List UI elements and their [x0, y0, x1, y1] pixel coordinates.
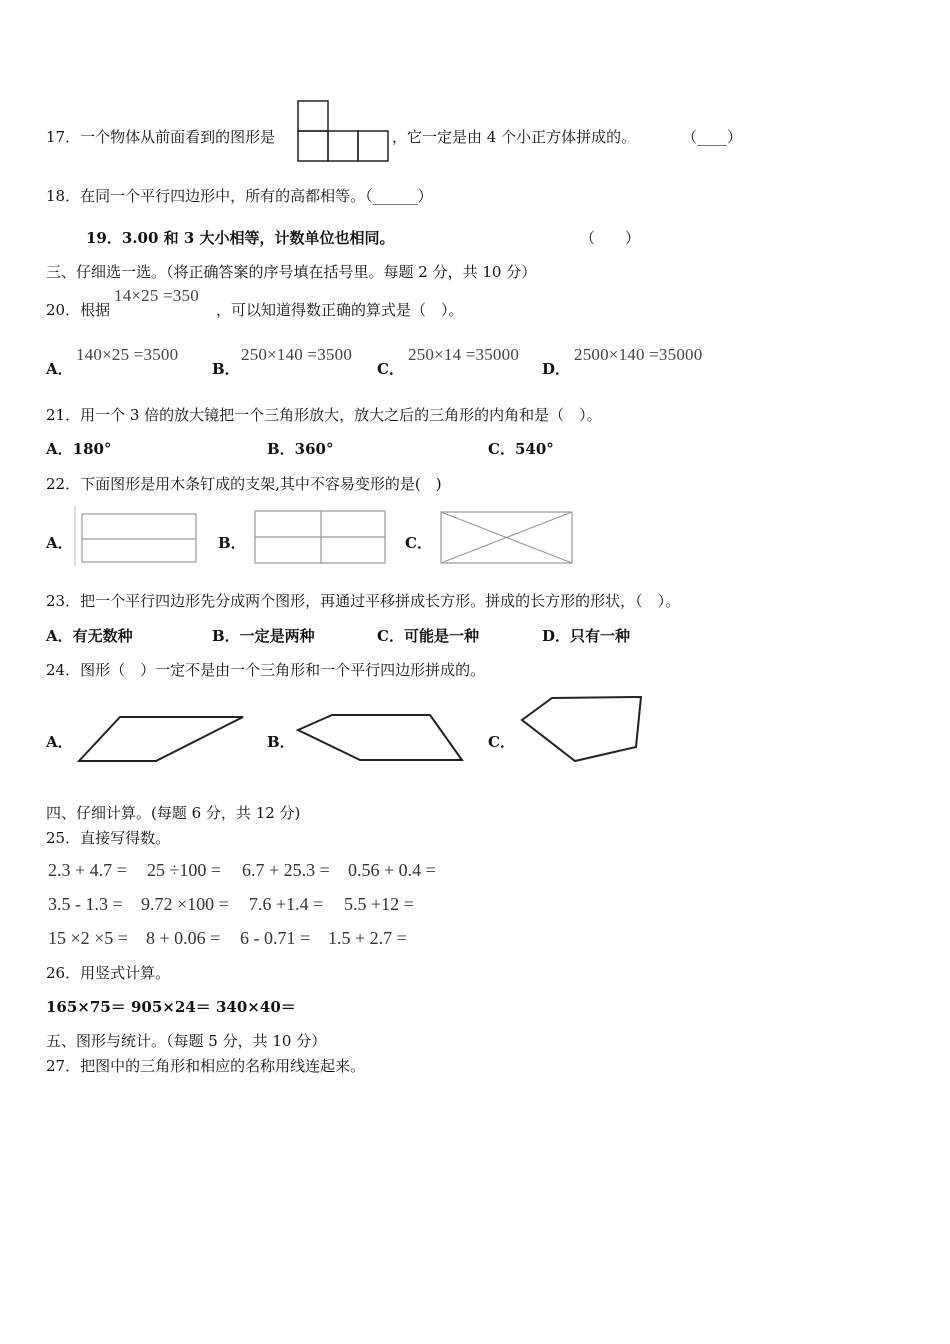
q20-formula: 14×25 =350	[114, 286, 199, 305]
q20-option-b-label[interactable]: B．	[212, 360, 240, 378]
q17-answer-blank[interactable]: （____）	[682, 128, 743, 146]
q27-text: 27．把图中的三角形和相应的名称用线连起来。	[46, 1057, 366, 1075]
trapezoid-pentagon-shape	[296, 713, 466, 763]
frame-rect-diagonal-bars	[440, 511, 573, 564]
parallelogram-shape	[76, 714, 246, 764]
q20-option-c-formula: 250×14 =35000	[408, 345, 520, 364]
q23-option-c[interactable]: C．可能是一种	[377, 627, 479, 645]
section5-title: 五、图形与统计。（每题 5 分，共 10 分）	[46, 1032, 327, 1050]
q26-item-2: 905×24＝	[131, 998, 211, 1016]
frame-rect-horizontal-bar	[74, 506, 198, 566]
q18-text: 18．在同一个平行四边形中，所有的高都相等。（______）	[46, 187, 433, 205]
q26-item-3: 340×40＝	[216, 998, 296, 1016]
q22-text: 22．下面图形是用木条钉成的支架,其中不容易变形的是( )	[46, 475, 442, 493]
q20-option-d-label[interactable]: D．	[542, 360, 571, 378]
q22-option-b-label[interactable]: B．	[218, 534, 246, 552]
calc-r3-c4: 1.5 + 2.7 =	[328, 928, 407, 948]
q23-text: 23．把一个平行四边形先分成两个图形，再通过平移拼成长方形。拼成的长方形的形状，（ ）。	[46, 592, 681, 610]
section4-title: 四、仔细计算。(每题 6 分，共 12 分)	[46, 804, 301, 822]
q23-option-d[interactable]: D．只有一种	[542, 627, 631, 645]
irregular-pentagon-shape	[520, 696, 644, 764]
q22-option-a-label[interactable]: A．	[46, 534, 73, 552]
calc-r3-c1: 15 ×2 ×5 =	[48, 928, 128, 948]
q24-option-c-label[interactable]: C．	[488, 733, 515, 751]
q25-text: 25．直接写得数。	[46, 829, 171, 847]
q20-option-c-label[interactable]: C．	[377, 360, 404, 378]
calc-r1-c2: 25 ÷100 =	[147, 860, 222, 880]
front-view-shape	[297, 100, 391, 162]
calc-r1-c3: 6.7 + 25.3 =	[242, 860, 330, 880]
q20-option-a-formula: 140×25 =3500	[76, 345, 179, 364]
q21-option-b[interactable]: B．360°	[267, 440, 334, 458]
q23-option-b[interactable]: B．一定是两种	[212, 627, 315, 645]
section3-title: 三、仔细选一选。（将正确答案的序号填在括号里。每题 2 分，共 10 分）	[46, 263, 537, 281]
q21-option-c[interactable]: C．540°	[488, 440, 554, 458]
calc-r2-c2: 9.72 ×100 =	[141, 894, 229, 914]
q26-item-1: 165×75＝	[46, 998, 126, 1016]
frame-rect-cross-bars	[254, 510, 386, 564]
q20-prefix: 20．根据	[46, 301, 111, 319]
q20-option-b-formula: 250×140 =3500	[241, 345, 353, 364]
calc-r1-c1: 2.3 + 4.7 =	[48, 860, 127, 880]
q19-answer-blank[interactable]: （ ）	[580, 229, 641, 247]
q20-suffix: ，可以知道得数正确的算式是（ ）。	[216, 301, 464, 319]
q23-option-a[interactable]: A．有无数种	[46, 627, 133, 645]
calc-r3-c3: 6 - 0.71 =	[240, 928, 311, 948]
calc-r2-c3: 7.6 +1.4 =	[249, 894, 324, 914]
q24-text: 24．图形（ ）一定不是由一个三角形和一个平行四边形拼成的。	[46, 661, 486, 679]
calc-r2-c1: 3.5 - 1.3 =	[48, 894, 123, 914]
q21-option-a[interactable]: A．180°	[46, 440, 112, 458]
calc-r1-c4: 0.56 + 0.4 =	[348, 860, 436, 880]
q26-text: 26．用竖式计算。	[46, 964, 171, 982]
q22-option-c-label[interactable]: C．	[405, 534, 432, 552]
q24-option-b-label[interactable]: B．	[267, 733, 295, 751]
q17-text-after: ，它一定是由 4 个小正方体拼成的。	[392, 128, 637, 146]
q20-option-d-formula: 2500×140 =35000	[574, 345, 703, 364]
q21-text: 21．用一个 3 倍的放大镜把一个三角形放大，放大之后的三角形的内角和是（ ）。	[46, 406, 602, 424]
q19-text: 19．3.00 和 3 大小相等，计数单位也相同。	[86, 229, 395, 247]
q17-text-before: 17．一个物体从前面看到的图形是	[46, 128, 276, 146]
q20-option-a-label[interactable]: A．	[46, 360, 73, 378]
calc-r2-c4: 5.5 +12 =	[344, 894, 414, 914]
calc-r3-c2: 8 + 0.06 =	[146, 928, 221, 948]
q24-option-a-label[interactable]: A．	[46, 733, 73, 751]
